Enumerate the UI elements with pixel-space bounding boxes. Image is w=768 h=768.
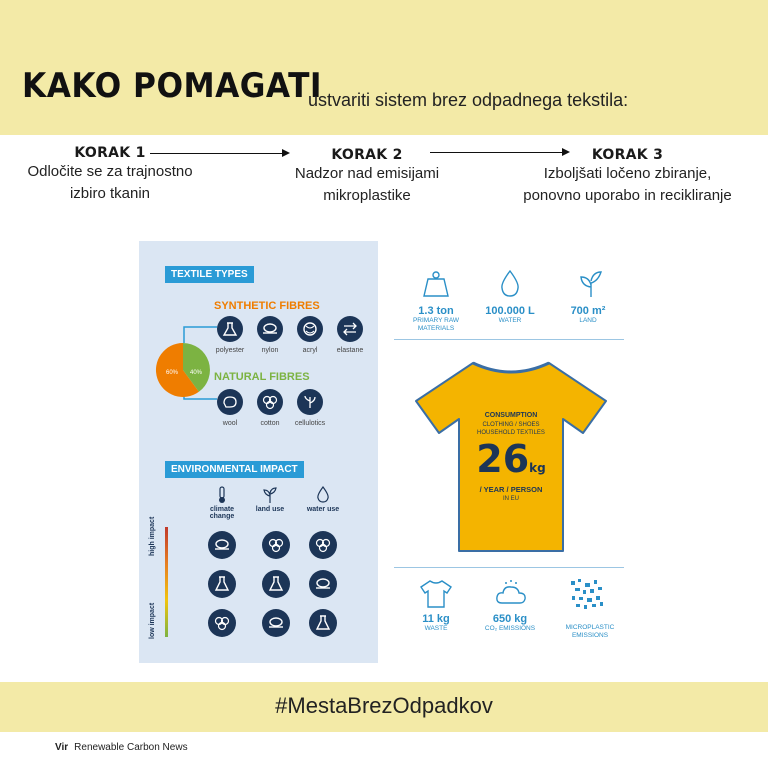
cellulotics-label: cellulotics <box>294 420 326 427</box>
polyester-icon <box>217 316 243 342</box>
stat-water-value: 100.000 L <box>485 305 535 317</box>
page-subtitle: ustvariti sistem brez odpadnega tekstila: <box>308 90 629 110</box>
divider-bottom <box>394 567 624 568</box>
environmental-impact-tag: ENVIRONMENTAL IMPACT <box>165 461 304 478</box>
impact-climate-high-nylon-icon <box>208 531 236 559</box>
stat-water <box>472 305 548 325</box>
page-title: KAKO POMAGATI <box>22 66 323 106</box>
fibre-share-pie <box>153 340 213 400</box>
shirt-unit: kg <box>529 461 546 475</box>
step-3-text-line1: Izboljšati ločeno zbiranje, <box>543 165 712 182</box>
shirt-per: / YEAR / PERSON <box>479 485 543 494</box>
pie-label-synthetic: 60% <box>166 370 179 376</box>
source-credit <box>55 742 188 753</box>
impact-climate-mid-polyester-icon <box>208 570 236 598</box>
env-col-climate-change: climate change <box>209 506 235 520</box>
impact-water-mid-nylon-icon <box>309 570 337 598</box>
stat-water-sub1: WATER <box>498 317 522 324</box>
nylon-label: nylon <box>261 347 279 354</box>
step-3-text-line2: ponovno uporabo in recikliranje <box>523 187 732 204</box>
cotton-icon <box>257 389 283 415</box>
stat-co2-sub1: CO₂ EMISSIONS <box>484 625 536 632</box>
hashtag: #MestaBrezOdpadkov <box>275 693 493 718</box>
step-2-text-line1: Nadzor nad emisijami <box>294 165 440 182</box>
impact-water-low-polyester-icon <box>309 609 337 637</box>
stat-microplastic-sub2: EMISSIONS <box>571 632 609 639</box>
water-drop-icon <box>498 269 522 299</box>
step-1-text-line1: Odločite se za trajnostno <box>27 163 193 180</box>
stat-raw-materials-sub2: MATERIALS <box>417 325 455 332</box>
elastane-icon <box>337 316 363 342</box>
wool-label: wool <box>222 420 238 427</box>
consumption-panel <box>384 241 634 663</box>
microplastic-icon <box>567 577 607 613</box>
env-col-water-use: water use <box>306 506 340 513</box>
axis-low-label: low impact <box>149 602 156 639</box>
wool-icon <box>217 389 243 415</box>
stat-co2-value: 650 kg <box>492 613 528 625</box>
stat-waste-value: 11 kg <box>422 613 450 625</box>
shirt-sub1: CLOTHING / SHOES <box>482 422 540 428</box>
nylon-icon <box>257 316 283 342</box>
acryl-label: acryl <box>302 347 318 354</box>
step-2-label: KORAK 2 <box>331 147 403 163</box>
shirt-number: 26 <box>476 437 530 481</box>
textile-types-panel <box>139 241 378 663</box>
plant-icon <box>576 269 606 299</box>
impact-land-mid-polyester-icon <box>262 570 290 598</box>
shirt-region: IN EU <box>502 496 519 502</box>
shirt-big-number <box>461 437 561 481</box>
env-col-land-use: land use <box>255 506 285 513</box>
step-3 <box>500 147 755 207</box>
step-1-text-line2: izbiro tkanin <box>69 185 151 202</box>
elastane-label: elastane <box>336 347 364 354</box>
shirt-sub2: HOUSEHOLD TEXTILES <box>477 430 545 436</box>
cloud-icon <box>494 579 528 609</box>
stat-land-sub1: LAND <box>579 317 597 324</box>
impact-land-high-cotton-icon <box>262 531 290 559</box>
axis-high-label: high impact <box>149 516 156 556</box>
stat-co2 <box>474 613 546 633</box>
stat-microplastic-sub1: MICROPLASTIC <box>565 624 615 631</box>
step-2 <box>262 147 472 207</box>
stat-land-value: 700 m² <box>570 305 606 317</box>
synthetic-fibres-heading: SYNTHETIC FIBRES <box>214 300 320 312</box>
cellulotics-icon <box>297 389 323 415</box>
natural-fibres-heading: NATURAL FIBRES <box>214 371 310 383</box>
sprout-icon <box>262 486 278 504</box>
stat-raw-materials-sub1: PRIMARY RAW <box>412 317 460 324</box>
source-label: Vir <box>55 742 69 753</box>
thermometer-icon <box>215 486 229 504</box>
shirt-heading: CONSUMPTION <box>484 412 538 419</box>
impact-water-high-cotton-icon <box>309 531 337 559</box>
acryl-icon <box>297 316 323 342</box>
step-2-text-line2: mikroplastike <box>323 187 411 204</box>
cotton-label: cotton <box>260 420 280 427</box>
stat-land <box>556 305 620 325</box>
polyester-label: polyester <box>215 347 245 354</box>
water-drop-icon <box>316 486 330 504</box>
divider-top <box>394 339 624 340</box>
step-1 <box>5 145 215 205</box>
stat-waste-sub1: WASTE <box>424 625 448 632</box>
impact-gradient-bar <box>165 527 168 637</box>
source-name: Renewable Carbon News <box>74 742 188 753</box>
stat-raw-materials <box>404 305 468 333</box>
tshirt-icon <box>419 579 453 609</box>
impact-climate-low-cotton-icon <box>208 609 236 637</box>
textile-types-tag: TEXTILE TYPES <box>165 266 254 283</box>
pie-label-natural: 40% <box>190 370 203 376</box>
step-3-label: KORAK 3 <box>591 147 664 163</box>
stat-waste <box>404 613 468 633</box>
stat-raw-materials-value: 1.3 ton <box>418 305 454 317</box>
step-1-label: KORAK 1 <box>74 145 146 161</box>
impact-land-low-nylon-icon <box>262 609 290 637</box>
weight-icon <box>421 269 451 299</box>
stat-microplastic <box>550 624 630 640</box>
